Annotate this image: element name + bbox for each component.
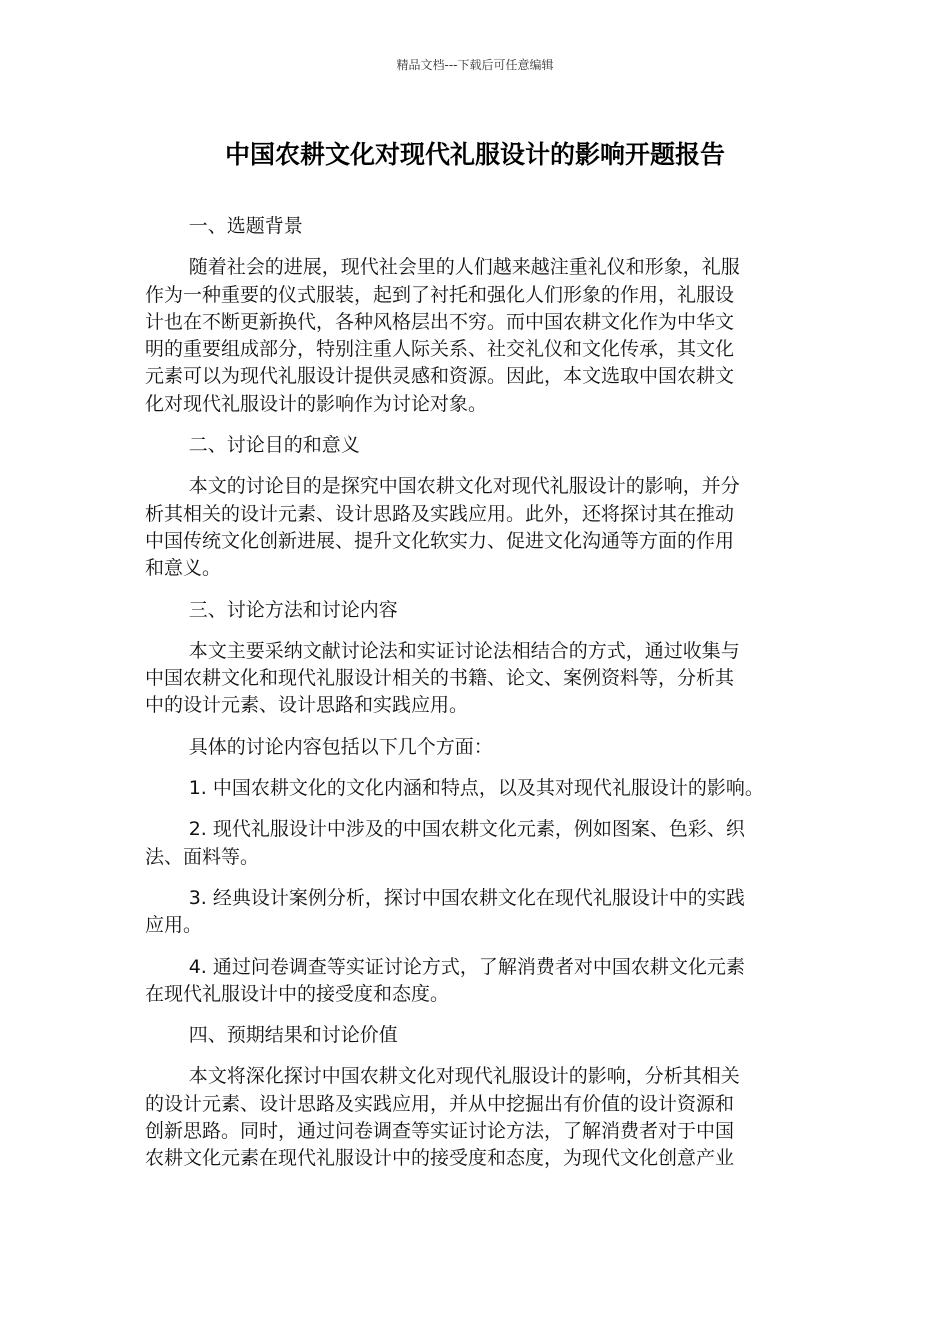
paragraph-results: 本文将深化探讨中国农耕文化对现代礼服设计的影响，分析其相关 的设计元素、设计思路及实践应用，并从中挖掘出有价值的设计资源和 创新思路。同时，通过问卷调查等实证讨论方法，了解消费者对于中国 农耕文化元素在现代礼服设计中的接受度和态度，为现代文化创意产业 [145, 1065, 740, 1170]
list-item-4: 4. 通过问卷调查等实证讨论方式，了解消费者对中国农耕文化元素 在现代礼服设计中的接受度和态度。 [145, 955, 745, 1005]
list-item-1: 1. 中国农耕文化的文化内涵和特点，以及其对现代礼服设计的影响。 [188, 777, 764, 800]
section-heading-results: 四、预期结果和讨论价值 [188, 1024, 398, 1047]
header-note: 精品文档---下载后可任意编辑 [396, 58, 554, 72]
section-heading-purpose: 二、讨论目的和意义 [188, 434, 360, 457]
paragraph-method: 本文主要采纳文献讨论法和实证讨论法相结合的方式，通过收集与 中国农耕文化和现代礼服设计相关的书籍、论文、案例资料等，分析其 中的设计元素、设计思路和实践应用。 [145, 639, 740, 717]
document-body [145, 213, 813, 1187]
paragraph-purpose: 本文的讨论目的是探究中国农耕文化对现代礼服设计的影响，并分 析其相关的设计元素、设计思路及实践应用。此外，还将探讨其在推动 中国传统文化创新进展、提升文化软实力、促进文化沟通等方面的作用 和意义。 [145, 475, 740, 580]
list-item-2: 2. 现代礼服设计中涉及的中国农耕文化元素，例如图案、色彩、织 法、面料等。 [145, 818, 745, 868]
section-heading-background: 一、选题背景 [188, 215, 303, 237]
list-item-3: 3. 经典设计案例分析，探讨中国农耕文化在现代礼服设计中的实践 应用。 [145, 886, 745, 937]
paragraph-background: 随着社会的进展，现代社会里的人们越来越注重礼仪和形象，礼服 作为一种重要的仪式服装，起到了衬托和强化人们形象的作用，礼服设 计也在不断更新换代，各种风格层出不穷。而中国农耕文化作为中华文 明的重要组成部分，特别注重人际关系、社交礼仪和文化传承，其文化 元素可以为现代礼服设计提供灵感和资源。因此，本文选取中国农耕文 化对现代礼服设计的影响作为讨论对象。 [145, 256, 740, 415]
paragraph-content-intro: 具体的讨论内容包括以下几个方面： [188, 735, 493, 758]
document-title: 中国农耕文化对现代礼服设计的影响开题报告 [224, 140, 725, 169]
section-heading-method: 三、讨论方法和讨论内容 [188, 598, 398, 621]
